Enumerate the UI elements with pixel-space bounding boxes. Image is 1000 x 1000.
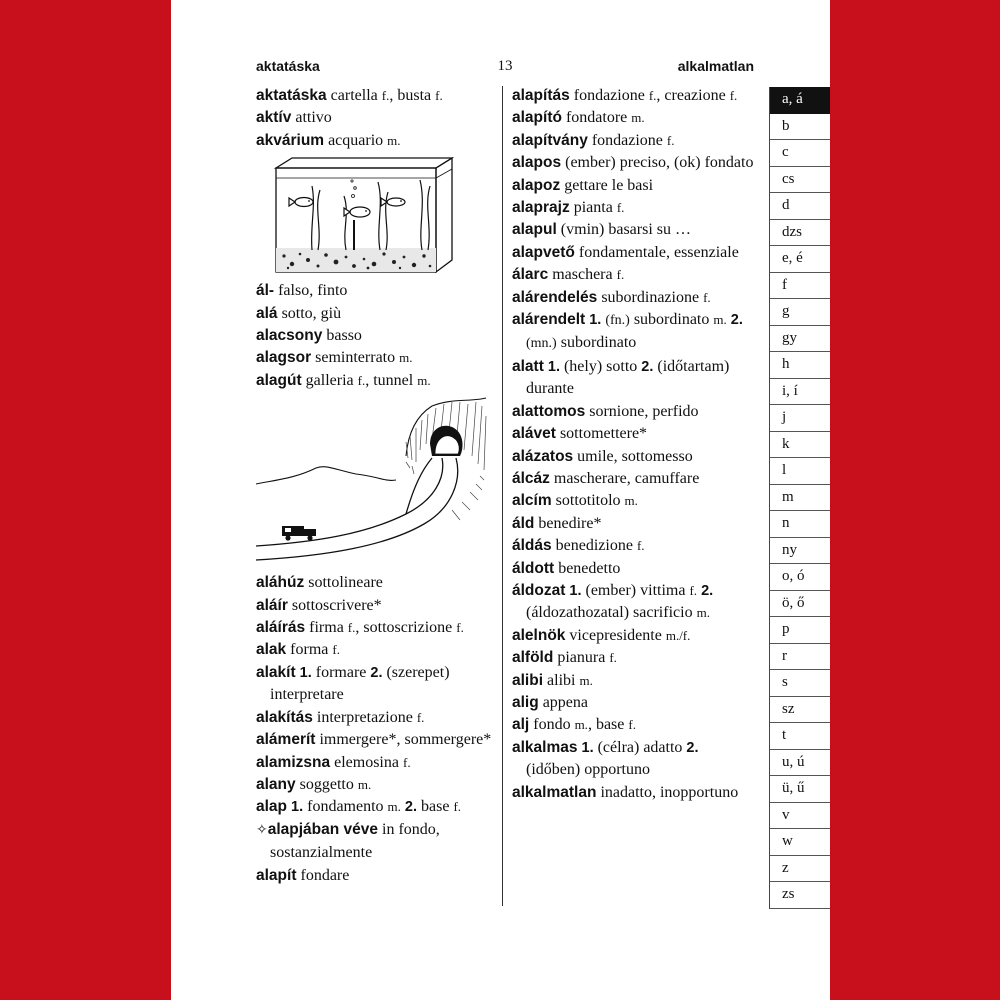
translation-text: (ember) preciso, (ok) fondato xyxy=(561,154,754,172)
letter-tab[interactable]: s xyxy=(770,670,830,697)
headword: alakítás xyxy=(256,708,313,726)
dictionary-entry xyxy=(512,490,756,512)
translation-text: acquario xyxy=(324,131,388,149)
translation-text: fondamentale, essenziale xyxy=(574,243,739,261)
sense-number: 2. xyxy=(730,312,743,329)
gender-label: m. xyxy=(713,312,727,328)
dictionary-entry xyxy=(256,796,494,818)
translation-text: sottoscrivere* xyxy=(287,596,382,614)
dictionary-entry xyxy=(512,264,756,286)
headword: alak xyxy=(256,641,287,659)
translation-text: alibi xyxy=(543,671,580,689)
gender-label: f. xyxy=(453,799,462,815)
page-number: 13 xyxy=(497,58,513,74)
dictionary-entry xyxy=(256,572,494,594)
translation-text: umile, sottomesso xyxy=(573,447,693,465)
translation-text: cartella xyxy=(326,87,382,104)
headword: alárendelés xyxy=(512,288,598,306)
gender-label: f. xyxy=(381,88,390,103)
column-divider xyxy=(502,86,503,906)
letter-tab[interactable]: h xyxy=(770,352,830,379)
left-column xyxy=(256,85,494,887)
translation-text: (áldozathozatal) sacrificio xyxy=(526,604,697,622)
gender-label: f. xyxy=(456,620,464,636)
letter-tab[interactable]: zs xyxy=(770,882,830,909)
gender-label: f. xyxy=(703,289,711,305)
headword: alig xyxy=(512,693,539,711)
pos-label: (mn.) xyxy=(526,336,557,352)
phrase-marker-icon: ✧ xyxy=(256,822,268,838)
alphabet-thumb-index xyxy=(769,87,830,909)
headword: alapos xyxy=(512,154,562,172)
dictionary-entry xyxy=(256,639,494,661)
headword: alapítás xyxy=(512,87,570,104)
headword: alany xyxy=(256,775,296,793)
translation-text: (ember) vittima xyxy=(581,581,690,599)
gender-label: f. xyxy=(689,582,698,598)
translation-text: (célra) adatto xyxy=(593,738,687,756)
letter-tab[interactable]: b xyxy=(770,114,830,141)
dictionary-entry xyxy=(256,130,494,152)
letter-tab[interactable]: u, ú xyxy=(770,750,830,777)
gender-label: m. xyxy=(696,605,710,621)
letter-tab[interactable]: i, í xyxy=(770,379,830,406)
first-entry-guide: aktatáska xyxy=(256,58,320,74)
headword: ál- xyxy=(256,282,275,300)
dictionary-entry xyxy=(256,370,494,392)
letter-tab[interactable]: f xyxy=(770,273,830,300)
gender-label: m. xyxy=(579,672,593,688)
headword: alapító xyxy=(512,109,562,127)
headword: alapít xyxy=(256,866,297,884)
gender-label: f. xyxy=(332,642,340,658)
translation-text: , busta xyxy=(389,87,436,104)
dictionary-entry xyxy=(512,175,756,197)
headword: aláír xyxy=(256,596,288,614)
translation-text: , tunnel xyxy=(365,371,418,389)
translation-text: gettare le basi xyxy=(560,176,654,194)
headword: alárendelt xyxy=(512,311,586,329)
headword: alj xyxy=(512,716,530,734)
sense-number: 1. xyxy=(299,664,312,681)
sense-number: 1. xyxy=(569,582,582,599)
translation-text: , base xyxy=(587,716,629,734)
tunnel-illustration xyxy=(256,396,494,566)
gender-label: f. xyxy=(435,88,443,103)
headword: alapvető xyxy=(512,243,575,261)
translation-text: fondazione xyxy=(569,87,649,104)
dictionary-entry xyxy=(256,617,494,639)
headword: alá xyxy=(256,304,278,322)
aquarium-illustration xyxy=(256,156,494,274)
translation-text: base xyxy=(417,798,454,816)
gender-label: m. xyxy=(387,132,401,148)
headword: alamizsna xyxy=(256,753,331,771)
dictionary-entry xyxy=(256,819,494,865)
letter-tab[interactable]: d xyxy=(770,193,830,220)
letter-tab[interactable]: ü, ű xyxy=(770,776,830,803)
headword: alapítvány xyxy=(512,131,588,149)
translation-text: (vmin) basarsi su … xyxy=(556,221,691,239)
gender-label: f. xyxy=(666,132,675,148)
gender-label: f. xyxy=(347,620,356,636)
dictionary-entry xyxy=(256,85,494,107)
translation-text: benedizione xyxy=(551,537,637,555)
letter-tab[interactable]: r xyxy=(770,644,830,671)
headword: álarc xyxy=(512,266,549,284)
dictionary-entry xyxy=(512,692,756,714)
headword: áld xyxy=(512,514,535,532)
translation-text: , creazione xyxy=(656,87,730,104)
translation-text: subordinazione xyxy=(597,288,704,306)
dictionary-entry xyxy=(256,347,494,369)
headword: alakít xyxy=(256,663,296,681)
sense-number: 1. xyxy=(547,358,560,375)
headword: áldott xyxy=(512,559,555,577)
dictionary-entry xyxy=(512,423,756,445)
gender-label: f. xyxy=(402,754,411,770)
translation-text: fondazione xyxy=(587,131,667,149)
translation-text: maschera xyxy=(548,266,617,284)
dictionary-entry xyxy=(512,625,756,647)
letter-tab[interactable]: k xyxy=(770,432,830,459)
dictionary-entry xyxy=(256,325,494,347)
dictionary-entry xyxy=(512,401,756,423)
sense-number: 1. xyxy=(581,739,594,756)
translation-text: , sottoscrizione xyxy=(355,619,457,637)
letter-tab[interactable]: gy xyxy=(770,326,830,353)
letter-tab[interactable]: w xyxy=(770,829,830,856)
translation-text: firma xyxy=(305,619,348,637)
translation-text: forma xyxy=(286,641,333,659)
dictionary-entry xyxy=(512,670,756,692)
gender-label: f. xyxy=(628,717,636,733)
translation-text: soggetto xyxy=(295,775,358,793)
translation-text: sornione, perfido xyxy=(585,402,699,420)
translation-text: seminterrato xyxy=(311,349,400,367)
translation-text: (hely) sotto xyxy=(559,357,642,375)
gender-label: m. xyxy=(399,350,413,366)
dictionary-entry xyxy=(512,107,756,129)
dictionary-entry xyxy=(256,303,494,325)
translation-text: fondamento xyxy=(303,798,388,816)
translation-text: subordinato xyxy=(556,334,637,352)
translation-text: pianta xyxy=(569,199,617,217)
gender-label: m. xyxy=(631,110,645,126)
letter-tab[interactable]: n xyxy=(770,511,830,538)
dictionary-entry xyxy=(512,219,756,241)
headword: aláírás xyxy=(256,619,306,637)
sense-number: 2. xyxy=(701,582,714,599)
letter-tab[interactable]: t xyxy=(770,723,830,750)
translation-text: falso, finto xyxy=(274,282,348,300)
sense-number: 2. xyxy=(686,739,699,756)
dictionary-entry xyxy=(512,446,756,468)
running-head xyxy=(256,58,754,78)
dictionary-entry xyxy=(256,752,494,774)
dictionary-entry xyxy=(256,707,494,729)
sense-number: 2. xyxy=(641,358,654,375)
gender-label: m. xyxy=(624,493,638,509)
translation-text: mascherare, camuffare xyxy=(549,469,700,487)
translation-text: attivo xyxy=(291,109,332,127)
translation-text: in fondo, sostanzialmente xyxy=(270,820,440,862)
sense-number: 2. xyxy=(370,664,383,681)
dictionary-entry xyxy=(512,152,756,174)
headword: alaprajz xyxy=(512,199,570,217)
gender-label: f. xyxy=(729,88,738,103)
dictionary-entry xyxy=(256,595,494,617)
dictionary-entry xyxy=(256,280,494,302)
letter-tab[interactable]: ö, ő xyxy=(770,591,830,618)
gender-label: f. xyxy=(616,267,625,283)
translation-text: elemosina xyxy=(330,753,403,771)
dictionary-page xyxy=(171,0,830,1000)
headword: alacsony xyxy=(256,327,323,345)
translation-text: sotto, giù xyxy=(277,304,342,322)
gender-label: f. xyxy=(648,88,657,103)
dictionary-entry xyxy=(256,729,494,751)
sense-number: 2. xyxy=(404,799,417,816)
translation-text: formare xyxy=(311,663,371,681)
letter-tab[interactable]: dzs xyxy=(770,220,830,247)
gender-label: f. xyxy=(357,372,366,388)
translation-text: sottolineare xyxy=(304,574,383,592)
letter-tab[interactable]: m xyxy=(770,485,830,512)
translation-text: fondare xyxy=(296,866,350,884)
dictionary-entry xyxy=(256,662,494,707)
phrase-headword: alapjában véve xyxy=(267,820,379,838)
dictionary-entry xyxy=(512,714,756,736)
dictionary-entry xyxy=(256,865,494,887)
translation-text: sottomettere* xyxy=(555,425,648,443)
headword: alibi xyxy=(512,671,544,689)
sense-number: 1. xyxy=(291,799,304,816)
translation-text: (időben) opportuno xyxy=(526,761,650,779)
headword: alagsor xyxy=(256,349,312,367)
letter-tab[interactable]: ny xyxy=(770,538,830,565)
gender-label: m. xyxy=(357,776,372,792)
headword: alföld xyxy=(512,649,554,667)
letter-tab[interactable]: e, é xyxy=(770,246,830,273)
translation-text: galleria xyxy=(301,371,358,389)
headword: alkalmatlan xyxy=(512,783,597,801)
dictionary-entry xyxy=(512,242,756,264)
dictionary-entry xyxy=(512,535,756,557)
translation-text: pianura xyxy=(553,649,610,667)
letter-tab[interactable]: sz xyxy=(770,697,830,724)
letter-tab[interactable]: v xyxy=(770,803,830,830)
headword: alagút xyxy=(256,371,302,389)
translation-text: benedire* xyxy=(534,514,602,532)
pos-label: (fn.) xyxy=(605,313,630,329)
headword: alelnök xyxy=(512,626,566,644)
headword: alattomos xyxy=(512,402,586,420)
translation-text: interpretazione xyxy=(312,708,417,726)
dictionary-entry xyxy=(512,130,756,152)
headword: alcím xyxy=(512,492,552,510)
translation-text: sottotitolo xyxy=(551,492,625,510)
sense-number: 1. xyxy=(589,312,602,329)
translation-text: fondatore xyxy=(561,109,632,127)
gender-label: m. xyxy=(387,799,401,815)
dictionary-entry xyxy=(512,647,756,669)
headword: alázatos xyxy=(512,447,574,465)
translation-text: basso xyxy=(322,327,362,345)
letter-tab[interactable]: o, ó xyxy=(770,564,830,591)
headword: alkalmas xyxy=(512,738,578,756)
letter-tab[interactable]: l xyxy=(770,458,830,485)
gender-label: f. xyxy=(609,650,617,666)
dictionary-entry xyxy=(512,782,756,804)
dictionary-entry xyxy=(512,468,756,490)
gender-label: m. xyxy=(574,717,588,733)
dictionary-entry xyxy=(256,107,494,129)
headword: alávet xyxy=(512,425,556,443)
letter-tab[interactable]: p xyxy=(770,617,830,644)
headword: akvárium xyxy=(256,131,325,149)
last-entry-guide: alkalmatlan xyxy=(677,58,754,74)
translation-text: immergere*, sommergere* xyxy=(315,731,492,749)
letter-tab[interactable]: a, á xyxy=(770,87,830,114)
headword: áldás xyxy=(512,537,552,555)
translation-text: vicepresidente xyxy=(565,626,666,644)
headword: aktív xyxy=(256,109,292,127)
dictionary-entry xyxy=(512,558,756,580)
letter-tab[interactable]: z xyxy=(770,856,830,883)
headword: aktatáska xyxy=(256,87,327,104)
translation-text: (időtartam) durante xyxy=(526,357,730,398)
dictionary-entry xyxy=(512,197,756,219)
letter-tab[interactable]: g xyxy=(770,299,830,326)
gender-label: m. xyxy=(417,372,431,388)
headword: alatt xyxy=(512,357,544,375)
letter-tab[interactable]: cs xyxy=(770,167,830,194)
dictionary-entry xyxy=(512,580,756,625)
gender-label: f. xyxy=(616,200,625,216)
dictionary-entry xyxy=(512,513,756,535)
dictionary-entry xyxy=(512,287,756,309)
translation-text: appena xyxy=(538,693,589,711)
letter-tab[interactable]: j xyxy=(770,405,830,432)
gender-label: m./f. xyxy=(665,627,691,643)
translation-text: (szerepet) interpretare xyxy=(270,663,450,704)
headword: aláhúz xyxy=(256,574,305,592)
translation-text: subordinato xyxy=(629,311,714,329)
translation-text: inadatto, inopportuno xyxy=(596,783,739,801)
headword: álcáz xyxy=(512,469,550,487)
right-column xyxy=(512,85,756,804)
headword: alapoz xyxy=(512,176,561,194)
letter-tab[interactable]: c xyxy=(770,140,830,167)
dictionary-entry xyxy=(512,309,756,356)
headword: áldozat xyxy=(512,581,566,599)
dictionary-entry xyxy=(512,85,756,107)
dictionary-entry xyxy=(256,774,494,796)
translation-text: benedetto xyxy=(554,559,621,577)
headword: alapul xyxy=(512,221,557,239)
headword: alámerít xyxy=(256,731,316,749)
headword: alap xyxy=(256,798,288,816)
gender-label: f. xyxy=(636,538,645,554)
gender-label: f. xyxy=(416,709,425,725)
dictionary-entry xyxy=(512,356,756,401)
dictionary-entry xyxy=(512,737,756,782)
translation-text: fondo xyxy=(529,716,575,734)
